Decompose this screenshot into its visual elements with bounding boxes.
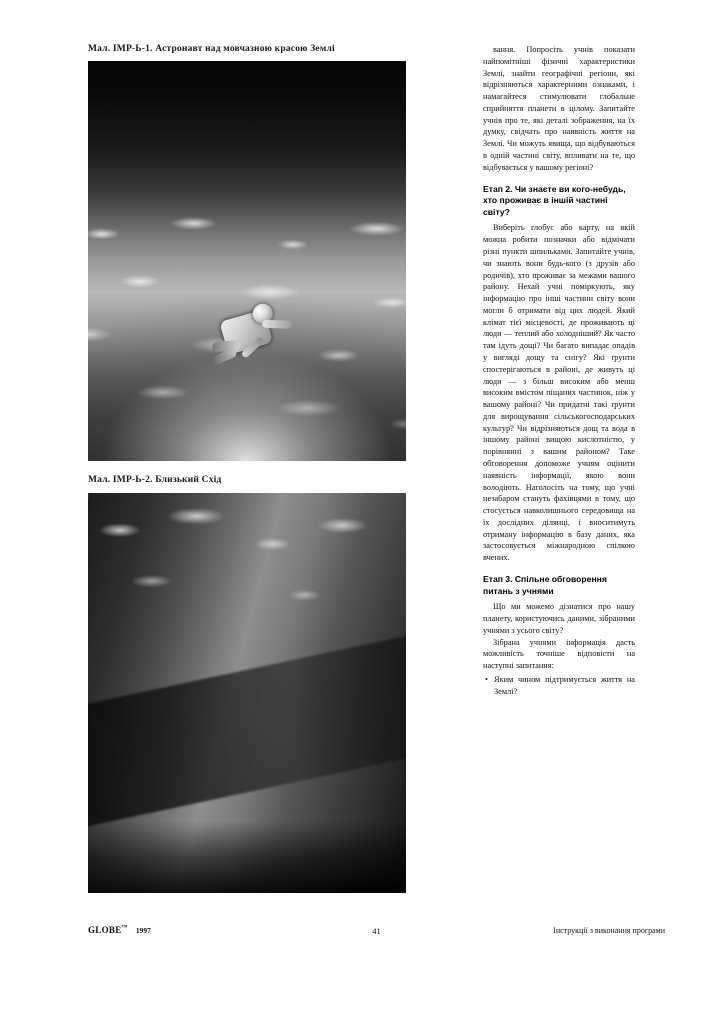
footer-section-label: Інструкції з виконання програми bbox=[553, 926, 665, 935]
bullet-item-text: Яким чином підтримується життя на Землі? bbox=[494, 674, 635, 696]
footer-brand-name: GLOBE bbox=[88, 925, 122, 935]
figure-2-image bbox=[88, 493, 406, 893]
footer-year: 1997 bbox=[135, 926, 151, 935]
cloud-speckle bbox=[88, 61, 406, 461]
footer-trademark-mark: ™ bbox=[121, 925, 128, 931]
page-number: 41 bbox=[372, 926, 381, 936]
astronaut-arm-upper bbox=[262, 320, 292, 329]
bullet-dot-icon: • bbox=[485, 674, 488, 684]
body-text-column bbox=[483, 44, 635, 697]
figure-2-caption: Мал. IMP-Ь-2. Близький Схід bbox=[88, 475, 222, 486]
paragraph-intro: вання. Попросіть учнів показати найпомітніші фізичні характеристики Землі, знайти географічні регіони, які відрізняються характерними ознаками, і намагайтеся стимулювати глобальне сприйняття планети в цілому. Запитайте учнів про те, які деталі зображення, на їх думку, свідчать про наявність життя на Землі. Чи можуть явища, що відбуваються в одній частині світу, впливати на те, що відбувається у вашому регіоні? bbox=[483, 45, 635, 172]
figure-1-caption: Мал. IMP-Ь-1. Астронавт над мовчазною красою Землі bbox=[88, 44, 335, 54]
section-heading-stage-2: Етап 2. Чи знаєте ви кого-небудь, хто проживає в іншій частині світу? bbox=[483, 183, 626, 217]
bullet-item bbox=[483, 674, 635, 698]
figure-1-image bbox=[88, 61, 406, 461]
figures-column bbox=[88, 44, 406, 893]
paragraph-stage-3-a: Що ми можемо дізнатися про нашу планету, користуючись даними, зібраними учнями з усього світу? bbox=[483, 602, 635, 635]
section-heading-stage-3: Етап 3. Спільне обговорення питань з учнями bbox=[483, 574, 607, 596]
paragraph-stage-3-b: Зібрана учнями інформація дасть можливість точніше відповісти на наступні запитання: bbox=[483, 637, 635, 671]
page-footer bbox=[88, 925, 665, 939]
paragraph-stage-2: Виберіть глобус або карту, на якій можна робити позначки або відмічати різні пункти шпильками. Запитайте учнів, чи знають вони будь-кого (з друзів або родичів), хто проживає за межами вашого району. Нехай учні поміркують, яку інформацію про інші частини світу вони могли б отримати від цих людей. Який клімат тієї місцевості, де проживають ці люди — теплий або холодніший? Як часто там ідуть дощі? Чи багато випадає опадів у вигляді дощу та снігу? Які ґрунти спостерігаються в районі, де живуть ці люди — з більш високим або менш високим вмістом піщаних частинок, ніж у вашому районі? Чи придатні такі ґрунти для вирощування сільськогосподарських культур? Чи відрізняються дощ та вода в іншому районі вищою кислотністю, у порівнянні з вашим районом? Таке обговорення допоможе учням оцінити наявність інформації, якою вони володіють. Наголосіть на тому, що учні незабаром стануть фахівцями в тому, що стосується навколишнього середовища на їх дослідних ділянці, і вноситимуть отриману інформацію в базу даних, яка застосовується міжнародною спілкою вчених. bbox=[483, 223, 635, 563]
horizon-shadow bbox=[88, 821, 406, 893]
cloud-layer bbox=[88, 493, 406, 725]
